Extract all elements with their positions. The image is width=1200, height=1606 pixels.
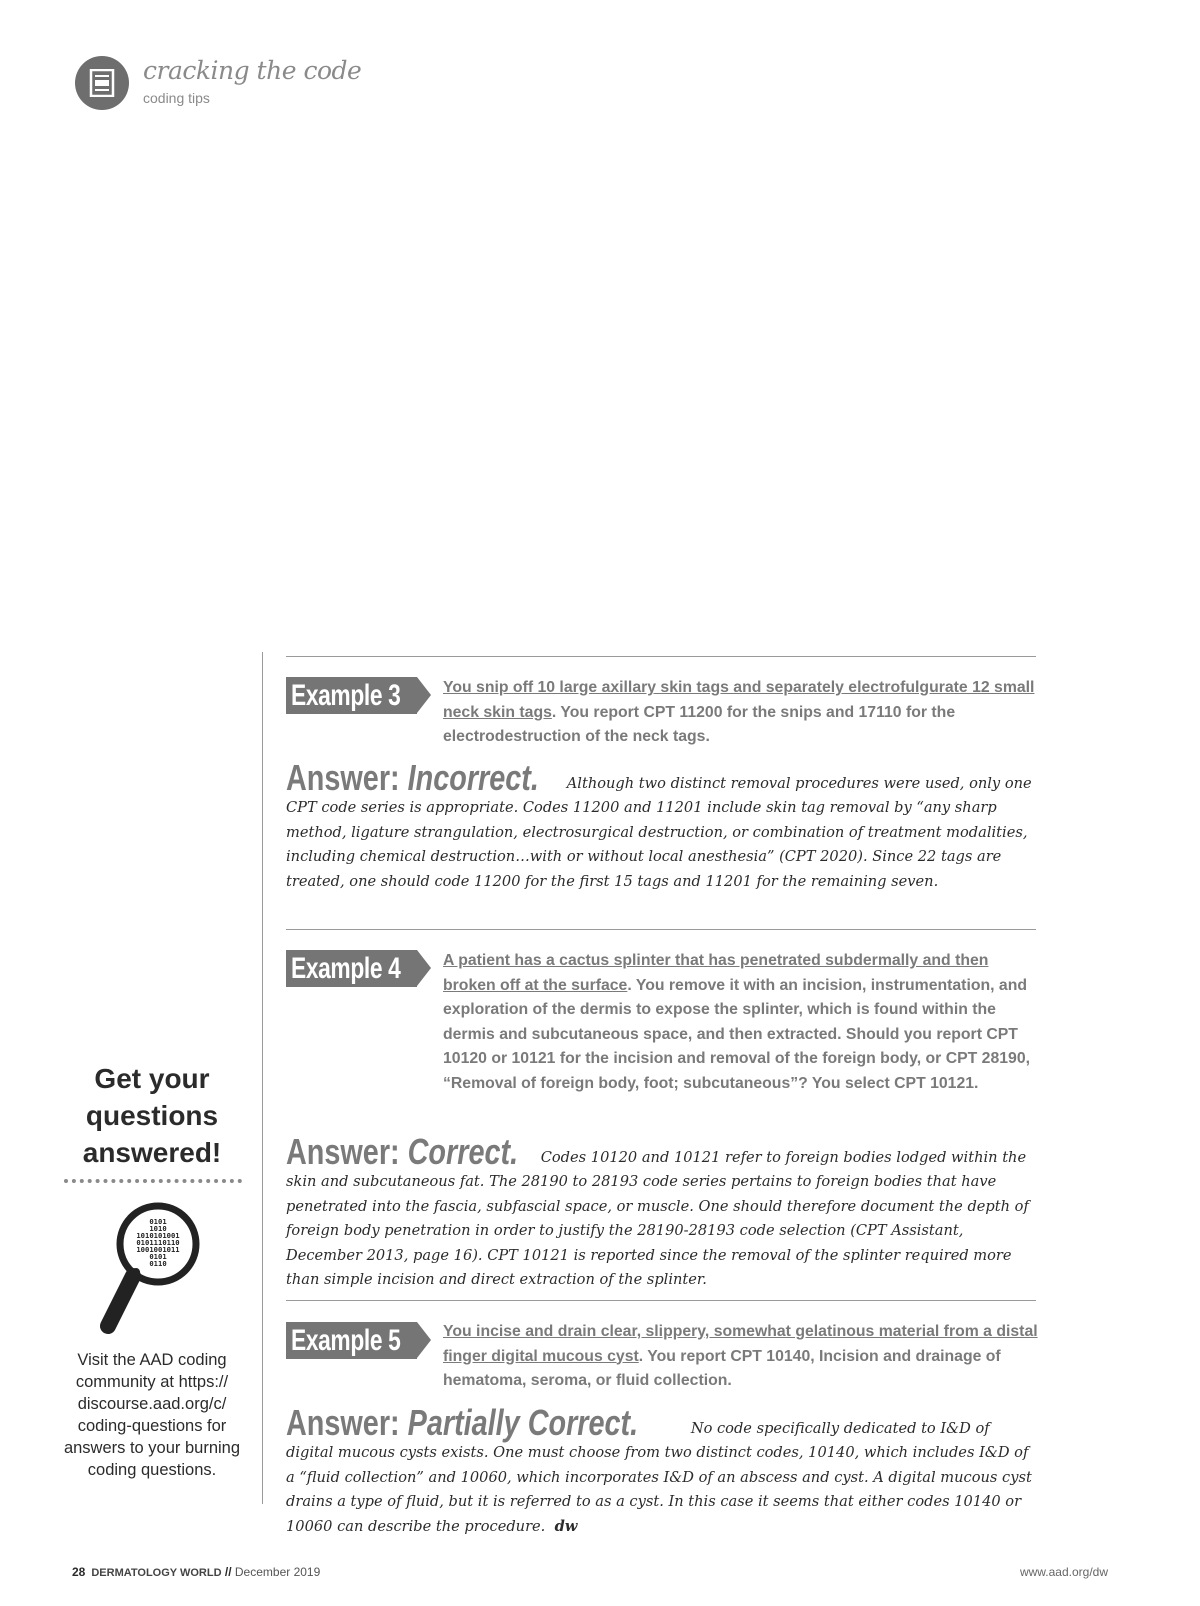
header-badge <box>75 56 129 110</box>
footer-separator: // <box>224 1565 232 1579</box>
binary-line: 1001001011 <box>136 1245 180 1254</box>
document-icon <box>89 69 115 97</box>
answer-text: No code specifically dedicated to I&D of digital mucous cysts exists. One must choose from two distinct codes, 10140, which includes I&D of a “fluid collection” and 10060, which incorporates I&D of an abscess and cyst. A digital mucous cyst drains a type of fluid, but it is referred to as a cyst. In this case it seems that either codes 10140 or 10060 can describe the procedure. <box>286 1420 1032 1535</box>
section-subtitle: coding tips <box>143 90 210 106</box>
example-label: Example 5 <box>291 1324 401 1357</box>
example-tag <box>286 950 433 987</box>
binary-line: 0110 <box>149 1259 167 1268</box>
example-question <box>443 949 1043 1096</box>
question-highlight: You snip off 10 large axillary skin tags and separately electrofulgurate 12 small neck skin tags <box>443 679 1035 721</box>
answer-label: Answer: <box>286 1402 400 1443</box>
question-highlight: You incise and drain clear, slippery, somewhat gelatinous material from a distal finger digital mucous cyst <box>443 1323 1038 1365</box>
answer-verdict: Partially Correct. <box>407 1402 639 1443</box>
answer-block <box>286 1131 1036 1292</box>
sidebar-body: Visit the AAD coding community at https:// discourse.aad.org/c/ coding-questions for answers to your burning coding questions. <box>63 1351 241 1479</box>
answer-block <box>286 757 1036 894</box>
issue-date: December 2019 <box>234 1565 321 1579</box>
binary-line: 0101 <box>149 1252 167 1261</box>
section-rule <box>286 929 1036 930</box>
sidebar-heading: Get your questions answered! <box>82 1063 222 1168</box>
example-tag <box>286 1322 433 1359</box>
answer-heading <box>286 757 539 798</box>
example-label: Example 3 <box>291 679 401 712</box>
answer-block <box>286 1402 1036 1539</box>
signoff: dw <box>554 1517 578 1535</box>
example-tag <box>286 677 433 714</box>
page-number: 28 <box>72 1565 86 1579</box>
answer-heading <box>286 1402 639 1443</box>
answer-verdict: Correct. <box>407 1131 519 1172</box>
binary-line: 1010 <box>149 1224 167 1233</box>
question-highlight: A patient has a cactus splinter that has penetrated subdermally and then broken off at the surface <box>443 952 989 994</box>
example-question <box>443 1320 1043 1394</box>
binary-line: 1010101001 <box>136 1231 180 1240</box>
answer-label: Answer: <box>286 1131 400 1172</box>
binary-line: 0101110110 <box>136 1238 180 1247</box>
answer-text: Codes 10120 and 10121 refer to foreign bodies lodged within the skin and subcutaneous fat. The 28190 to 28193 code series pertains to foreign bodies that have penetrated into the fascia, subfascial space, or muscle. One should therefore document the depth of foreign body penetration in order to justify the 28190-28193 code selection (CPT Assistant, December 2013, page 16). CPT 10121 is reported since the removal of the splinter required more than simple incision and direct extraction of the splinter. <box>286 1149 1029 1289</box>
answer-text: Although two distinct removal procedures were used, only one CPT code series is appropriate. Codes 11200 and 11201 include skin tag removal by “any sharp method, ligature strangulation, electrosurgical destruction, or combination of treatment modalities, including chemical destruction…with or without local anesthesia” (CPT 2020). Since 22 tags are treated, one should code 11200 for the first 15 tags and 11201 for the remaining seven. <box>286 775 1032 890</box>
example-label: Example 4 <box>291 952 401 985</box>
answer-verdict: Incorrect. <box>407 757 539 798</box>
binary-magnifier-icon <box>96 1198 206 1338</box>
answer-label: Answer: <box>286 757 400 798</box>
binary-line: 0101 <box>149 1217 167 1226</box>
example-question <box>443 676 1043 750</box>
dotted-divider <box>64 1179 242 1183</box>
answer-heading <box>286 1131 519 1172</box>
section-title: cracking the code <box>143 56 362 85</box>
question-text: . You report CPT 11200 for the snips and 17110 for the electrodestruction of the neck tags. <box>443 703 956 745</box>
question-text: . You report CPT 10140, Incision and drainage of hematoma, seroma, or fluid collection. <box>443 1347 1001 1389</box>
question-text: . You remove it with an incision, instrumentation, and exploration of the dermis to expose the splinter, which is found within the dermis and subcutaneous space, and then extracted. Should you report CPT 10120 or 10121 for the incision and removal of the foreign body, or CPT 28190, “Removal of foreign body, foot; subcutaneous”? You select CPT 10121. <box>443 976 1030 1092</box>
section-rule <box>286 656 1036 657</box>
publication-name: DERMATOLOGY WORLD <box>91 1567 222 1579</box>
sidebar-divider <box>262 652 263 1504</box>
footer-url[interactable]: www.aad.org/dw <box>1019 1565 1108 1579</box>
footer-left <box>72 1565 320 1579</box>
section-rule <box>286 1300 1036 1301</box>
